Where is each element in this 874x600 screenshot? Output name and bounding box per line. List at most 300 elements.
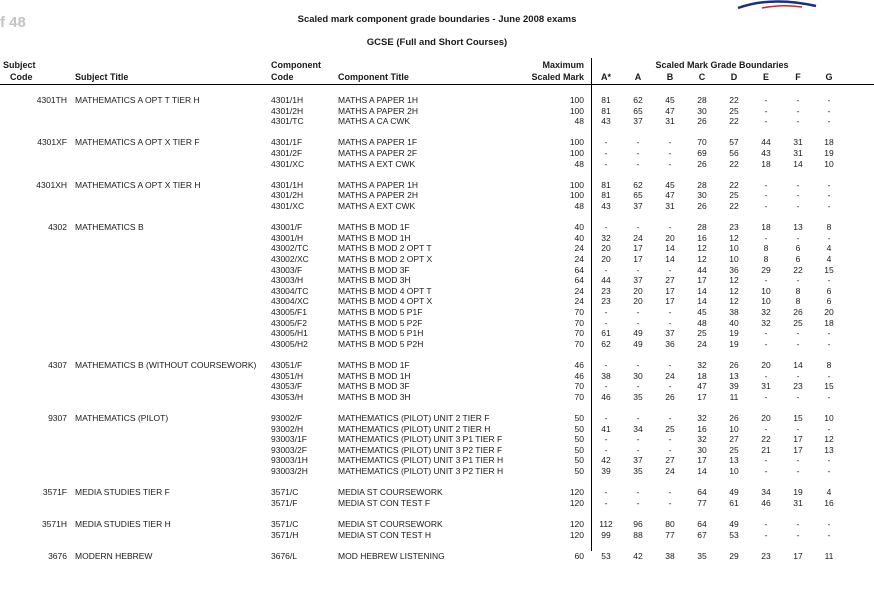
grade-boundary-cell: 10: [729, 243, 739, 254]
grade-boundary-cell: 14: [793, 158, 803, 169]
component-title-cell: MATHS A EXT CWK: [338, 201, 416, 211]
grade-boundary-cell: 45: [665, 95, 675, 105]
subject-title-cell: MEDIA STUDIES TIER H: [75, 519, 171, 529]
grade-boundary-cell: 14: [697, 466, 707, 476]
grade-boundary-cell: -: [796, 370, 800, 381]
grade-boundary-cell: 12: [824, 434, 834, 445]
max-scaled-mark-cell: 24: [574, 296, 584, 307]
grade-boundary-cell: -: [668, 264, 672, 275]
grade-boundary-cell: -: [764, 105, 768, 116]
component-code-cell: 4301/1F: [271, 137, 303, 148]
component-title-cell: MATHS B MOD 3H: [338, 275, 411, 286]
component-title-cell: MEDIA ST CON TEST F: [338, 497, 431, 508]
component-code-cell: 4301/XC: [271, 201, 305, 211]
grade-boundary-cell: 31: [665, 201, 675, 211]
grade-boundary-cell: 25: [729, 190, 739, 201]
grade-boundary-cell: 53: [729, 529, 739, 540]
grade-boundary-cell: 20: [633, 285, 643, 296]
grade-boundary-cell: 14: [697, 296, 707, 307]
grade-boundary-cell: 20: [601, 254, 611, 264]
component-code-cell: 43003/F: [271, 264, 303, 275]
grade-boundary-cell: -: [604, 148, 608, 158]
grade-boundary-cell: -: [827, 116, 831, 127]
grade-boundary-cell: 81: [601, 95, 611, 105]
grade-boundary-cell: 42: [601, 455, 611, 466]
grade-boundary-cell: -: [604, 264, 608, 275]
grade-boundary-cell: -: [827, 105, 831, 116]
grade-boundary-cell: -: [796, 519, 800, 529]
component-title-cell: MATHS A PAPER 2F: [338, 148, 418, 158]
header-grade: C: [698, 72, 706, 82]
grade-boundary-cell: 22: [761, 434, 771, 445]
grade-boundary-cell: 17: [697, 391, 707, 402]
grade-boundary-cell: 25: [729, 105, 739, 116]
grade-boundary-cell: 19: [793, 487, 803, 498]
grade-boundary-cell: 88: [633, 529, 643, 540]
grade-boundary-cell: -: [636, 444, 640, 455]
grade-boundary-cell: 37: [665, 328, 675, 339]
grade-boundary-cell: -: [796, 201, 800, 211]
grade-boundary-cell: 18: [761, 222, 771, 233]
grade-boundary-cell: 28: [697, 222, 707, 233]
grade-boundary-cell: 37: [633, 275, 643, 286]
grade-boundary-cell: 23: [601, 285, 611, 296]
grade-boundary-cell: -: [604, 307, 608, 317]
max-scaled-mark-cell: 24: [574, 254, 584, 264]
max-scaled-mark-cell: 46: [574, 370, 584, 381]
component-code-cell: 43005/H2: [271, 338, 308, 349]
component-code-cell: 43053/F: [271, 381, 303, 392]
grade-boundary-cell: 6: [826, 285, 832, 296]
grade-boundary-cell: -: [668, 434, 672, 445]
component-title-cell: MATHS A PAPER 2H: [338, 190, 418, 201]
grade-boundary-cell: 10: [729, 466, 739, 476]
component-code-cell: 3571/C: [271, 487, 299, 498]
grade-boundary-cell: 10: [824, 158, 834, 169]
grade-boundary-cell: 24: [665, 466, 675, 476]
grade-boundary-cell: 20: [601, 243, 611, 254]
grade-boundary-cell: 18: [824, 137, 834, 148]
grade-boundary-cell: 11: [729, 391, 739, 402]
grade-boundary-cell: 32: [697, 360, 707, 370]
grade-boundary-cell: 22: [729, 116, 739, 127]
grade-boundary-cell: 23: [601, 296, 611, 307]
component-title-cell: MATHS A PAPER 2H: [338, 105, 418, 116]
max-scaled-mark-cell: 24: [574, 285, 584, 296]
grade-boundary-cell: 4: [826, 487, 832, 498]
grade-boundary-cell: -: [827, 519, 831, 529]
grade-boundary-cell: 24: [633, 232, 643, 243]
header-grade: G: [825, 72, 833, 82]
grade-boundary-cell: 46: [601, 391, 611, 402]
grade-boundary-cell: 65: [633, 105, 643, 116]
grade-boundary-cell: 81: [601, 179, 611, 190]
grade-boundary-cell: -: [827, 179, 831, 190]
grade-boundary-cell: 32: [697, 413, 707, 423]
component-code-cell: 4301/TC: [271, 116, 304, 127]
grade-boundary-cell: 37: [633, 455, 643, 466]
grade-boundary-cell: 22: [729, 158, 739, 169]
grade-boundary-cell: 32: [601, 232, 611, 243]
grade-boundary-cell: 8: [795, 285, 801, 296]
grade-boundary-cell: 45: [697, 307, 707, 317]
max-scaled-mark-cell: 100: [569, 190, 584, 201]
max-scaled-mark-cell: 120: [569, 519, 584, 529]
grade-boundary-cell: -: [764, 338, 768, 349]
grade-boundary-cell: -: [764, 275, 768, 286]
grade-boundary-cell: 26: [697, 116, 707, 127]
header-subject-title: Subject Title: [75, 72, 129, 82]
max-scaled-mark-cell: 70: [574, 328, 584, 339]
grade-boundary-cell: -: [827, 95, 831, 105]
grade-boundary-cell: -: [604, 413, 608, 423]
component-title-cell: MATHS B MOD 4 OPT T: [338, 285, 432, 296]
component-title-cell: MATHS B MOD 1F: [338, 360, 410, 370]
grade-boundary-cell: -: [668, 148, 672, 158]
component-code-cell: 93003/2H: [271, 466, 308, 476]
component-code-cell: 4301/1H: [271, 179, 304, 190]
grade-boundary-cell: -: [764, 529, 768, 540]
grade-boundary-cell: -: [764, 179, 768, 190]
grade-boundary-cell: -: [636, 137, 640, 148]
component-code-cell: 4301/2H: [271, 105, 304, 116]
grade-boundary-cell: -: [636, 434, 640, 445]
subject-code-cell: 3676: [48, 550, 67, 561]
grade-boundary-cell: 6: [795, 243, 801, 254]
header-subject-code: Code: [10, 72, 33, 82]
grade-boundary-cell: 64: [697, 519, 707, 529]
grade-boundary-cell: 30: [633, 370, 643, 381]
grade-boundary-cell: 32: [761, 317, 771, 328]
grade-boundary-cell: 17: [633, 243, 643, 254]
max-scaled-mark-cell: 48: [574, 116, 584, 127]
component-code-cell: 93002/F: [271, 413, 303, 423]
grade-boundary-cell: -: [636, 381, 640, 392]
grade-boundary-cell: 18: [697, 370, 707, 381]
grade-boundary-cell: -: [668, 381, 672, 392]
header-component-title: Component Title: [338, 72, 409, 82]
component-title-cell: MATHS B MOD 2 OPT X: [338, 254, 433, 264]
document-subtitle: GCSE (Full and Short Courses): [366, 37, 508, 48]
grade-boundary-cell: -: [764, 95, 768, 105]
grade-boundary-cell: 62: [633, 179, 643, 190]
max-scaled-mark-cell: 70: [574, 391, 584, 402]
header-component-code: Code: [271, 72, 294, 82]
component-code-cell: 43003/H: [271, 275, 304, 286]
grade-boundary-cell: -: [636, 148, 640, 158]
grade-boundary-cell: -: [636, 307, 640, 317]
subject-code-cell: 4301XH: [36, 179, 67, 190]
max-scaled-mark-cell: 100: [569, 179, 584, 190]
component-title-cell: MATHS A PAPER 1H: [338, 179, 418, 190]
grade-boundary-cell: 25: [665, 423, 675, 434]
grade-boundary-cell: -: [604, 317, 608, 328]
grade-boundary-cell: 44: [697, 264, 707, 275]
grade-boundary-cell: 26: [729, 413, 739, 423]
grade-boundary-cell: 39: [729, 381, 739, 392]
grade-boundary-cell: 26: [697, 158, 707, 169]
component-code-cell: 3571/H: [271, 529, 299, 540]
grade-boundary-cell: 30: [697, 444, 707, 455]
grade-boundary-cell: -: [604, 497, 608, 508]
component-title-cell: MATHEMATICS (PILOT) UNIT 2 TIER H: [338, 423, 491, 434]
grade-boundary-cell: 32: [697, 434, 707, 445]
component-title-cell: MATHS A PAPER 1F: [338, 137, 418, 148]
page-number: f 48: [0, 14, 26, 31]
grade-boundary-cell: -: [827, 338, 831, 349]
grade-boundary-cell: 27: [665, 455, 675, 466]
component-code-cell: 43051/H: [271, 370, 304, 381]
header-grade: D: [730, 72, 738, 82]
grade-boundary-cell: 44: [601, 275, 611, 286]
component-title-cell: MATHS B MOD 3F: [338, 264, 410, 275]
component-title-cell: MATHS B MOD 3H: [338, 391, 411, 402]
grade-boundary-cell: -: [604, 381, 608, 392]
grade-boundary-cell: 37: [633, 116, 643, 127]
component-title-cell: MATHS A PAPER 1H: [338, 95, 418, 105]
max-scaled-mark-cell: 50: [574, 466, 584, 476]
grade-boundary-cell: 80: [665, 519, 675, 529]
grade-boundary-cell: 81: [601, 105, 611, 116]
grade-boundary-cell: -: [827, 275, 831, 286]
grade-boundary-cell: 17: [793, 550, 803, 561]
max-scaled-mark-cell: 70: [574, 338, 584, 349]
component-code-cell: 43002/TC: [271, 243, 309, 254]
grade-boundary-cell: 46: [761, 497, 771, 508]
grade-boundary-cell: 10: [761, 296, 771, 307]
grade-boundary-cell: 31: [793, 137, 803, 148]
component-title-cell: MATHS A CA CWK: [338, 116, 411, 127]
grade-boundary-cell: 12: [729, 232, 739, 243]
max-scaled-mark-cell: 48: [574, 201, 584, 211]
grade-boundary-cell: 22: [729, 201, 739, 211]
max-scaled-mark-cell: 100: [569, 95, 584, 105]
subject-title-cell: MODERN HEBREW: [75, 550, 153, 561]
grade-boundary-cell: 27: [665, 275, 675, 286]
grade-boundary-cell: -: [668, 137, 672, 148]
subject-title-cell: MATHEMATICS A OPT T TIER H: [75, 95, 200, 105]
grade-boundary-cell: -: [827, 391, 831, 402]
max-scaled-mark-cell: 24: [574, 243, 584, 254]
subject-title-cell: MATHEMATICS B (WITHOUT COURSEWORK): [75, 360, 257, 370]
grade-boundary-cell: 17: [633, 254, 643, 264]
grade-boundary-cell: 29: [729, 550, 739, 561]
grade-boundary-cell: 43: [601, 201, 611, 211]
subject-code-cell: 9307: [48, 413, 67, 423]
grade-boundary-cell: 56: [729, 148, 739, 158]
grade-boundary-cell: -: [827, 201, 831, 211]
component-code-cell: 43001/H: [271, 232, 304, 243]
grade-boundary-cell: -: [636, 222, 640, 233]
grade-boundary-cell: 16: [697, 423, 707, 434]
grade-boundary-cell: 13: [729, 455, 739, 466]
component-title-cell: MATHEMATICS (PILOT) UNIT 3 P2 TIER F: [338, 444, 503, 455]
grade-boundary-cell: -: [764, 519, 768, 529]
grade-boundary-cell: 64: [697, 487, 707, 498]
grade-boundary-cell: 14: [793, 360, 803, 370]
grade-boundary-cell: 38: [601, 370, 611, 381]
grade-boundary-cell: -: [827, 529, 831, 540]
component-code-cell: 93002/H: [271, 423, 304, 434]
grade-boundary-cell: -: [796, 466, 800, 476]
grade-boundary-cell: 38: [665, 550, 675, 561]
component-code-cell: 3571/F: [271, 497, 298, 508]
grade-boundary-cell: 10: [761, 285, 771, 296]
max-scaled-mark-cell: 50: [574, 455, 584, 466]
component-code-cell: 43053/H: [271, 391, 304, 402]
grade-boundary-cell: -: [796, 328, 800, 339]
grade-boundary-cell: -: [827, 190, 831, 201]
grade-boundary-cell: 27: [729, 434, 739, 445]
header-subject-line1: Subject: [3, 60, 36, 70]
grade-boundary-cell: -: [636, 487, 640, 498]
grade-boundary-cell: 17: [697, 455, 707, 466]
component-title-cell: MATHEMATICS (PILOT) UNIT 3 P2 TIER H: [338, 466, 504, 476]
grade-boundary-cell: 41: [601, 423, 611, 434]
grade-boundary-cell: 47: [665, 105, 675, 116]
grade-boundary-cell: -: [764, 190, 768, 201]
grade-boundary-cell: 20: [633, 296, 643, 307]
grade-boundary-cell: -: [827, 423, 831, 434]
grade-boundary-cell: 35: [697, 550, 707, 561]
grade-boundary-cell: -: [796, 179, 800, 190]
header-grade: B: [666, 72, 674, 82]
grade-boundary-cell: -: [604, 137, 608, 148]
max-scaled-mark-cell: 46: [574, 360, 584, 370]
component-code-cell: 43001/F: [271, 222, 303, 233]
grade-boundary-cell: 4: [826, 243, 832, 254]
grade-boundary-cell: 28: [697, 179, 707, 190]
grade-boundary-cell: -: [668, 222, 672, 233]
grade-boundary-cell: 23: [793, 381, 803, 392]
component-title-cell: MATHS B MOD 1H: [338, 232, 411, 243]
grade-boundary-cell: -: [636, 413, 640, 423]
grade-boundary-cell: 4: [826, 254, 832, 264]
max-scaled-mark-cell: 70: [574, 381, 584, 392]
grade-boundary-cell: -: [668, 487, 672, 498]
grade-boundary-cell: 13: [729, 370, 739, 381]
subject-code-cell: 4307: [48, 360, 67, 370]
grade-boundary-cell: 25: [697, 328, 707, 339]
component-title-cell: MATHS B MOD 5 P1F: [338, 307, 423, 317]
component-title-cell: MATHS B MOD 5 P1H: [338, 328, 424, 339]
header-grade: F: [795, 72, 801, 82]
max-scaled-mark-cell: 120: [569, 529, 584, 540]
max-scaled-mark-cell: 70: [574, 317, 584, 328]
grade-boundary-cell: 20: [761, 413, 771, 423]
grade-boundary-cell: -: [764, 116, 768, 127]
grade-boundary-cell: 61: [601, 328, 611, 339]
grade-boundary-cell: 13: [824, 444, 834, 455]
document-title: Scaled mark component grade boundaries - June 2008 exams: [297, 14, 577, 25]
grade-boundary-cell: -: [796, 190, 800, 201]
max-scaled-mark-cell: 120: [569, 497, 584, 508]
grade-boundary-cell: -: [636, 264, 640, 275]
component-title-cell: MEDIA ST COURSEWORK: [338, 487, 443, 498]
grade-boundary-cell: -: [796, 116, 800, 127]
grade-boundary-cell: 17: [697, 275, 707, 286]
grade-boundary-cell: 36: [729, 264, 739, 275]
grade-boundary-cell: 49: [729, 519, 739, 529]
grade-boundary-cell: -: [764, 232, 768, 243]
grade-boundary-cell: 30: [697, 190, 707, 201]
header-component-line1: Component: [271, 60, 321, 70]
grade-boundary-cell: 77: [665, 529, 675, 540]
grade-boundary-cell: -: [764, 423, 768, 434]
grade-boundary-cell: 12: [697, 243, 707, 254]
grade-boundary-cell: -: [827, 455, 831, 466]
grade-boundary-cell: 20: [665, 232, 675, 243]
subject-code-cell: 3571F: [42, 487, 67, 498]
grade-boundary-cell: 99: [601, 529, 611, 540]
max-scaled-mark-cell: 48: [574, 158, 584, 169]
grade-boundary-cell: 23: [729, 222, 739, 233]
grade-boundary-cell: 14: [665, 254, 675, 264]
grade-boundary-cell: -: [764, 466, 768, 476]
grade-boundary-cell: -: [668, 497, 672, 508]
grade-boundary-cell: 22: [729, 95, 739, 105]
grade-boundary-cell: 47: [665, 190, 675, 201]
header-grade: A: [634, 72, 642, 82]
grade-boundary-cell: 47: [697, 381, 707, 392]
grade-boundary-cell: -: [796, 338, 800, 349]
component-code-cell: 93003/1H: [271, 455, 308, 466]
grade-boundary-cell: 62: [601, 338, 611, 349]
grade-boundary-cell: 8: [826, 222, 832, 233]
grade-boundary-cell: -: [636, 497, 640, 508]
grade-boundary-cell: 31: [665, 116, 675, 127]
grade-boundary-cell: 31: [793, 497, 803, 508]
header-divider: [0, 84, 874, 85]
max-scaled-mark-cell: 40: [574, 222, 584, 233]
component-code-cell: 43005/F2: [271, 317, 307, 328]
grade-boundary-cell: 42: [633, 550, 643, 561]
grade-boundary-cell: -: [796, 275, 800, 286]
grade-boundary-cell: 48: [697, 317, 707, 328]
grade-boundary-cell: -: [764, 391, 768, 402]
grade-boundary-cell: -: [796, 529, 800, 540]
grade-boundary-cell: -: [668, 413, 672, 423]
aqa-logo: [732, 0, 822, 14]
grade-boundary-cell: 35: [633, 466, 643, 476]
grade-boundary-cell: 77: [697, 497, 707, 508]
max-scaled-mark-cell: 64: [574, 275, 584, 286]
grade-boundary-cell: -: [796, 232, 800, 243]
grade-boundary-cell: 12: [729, 296, 739, 307]
grade-boundary-cell: 61: [729, 497, 739, 508]
grade-boundary-cell: 112: [599, 519, 613, 529]
subject-code-cell: 4302: [48, 222, 67, 233]
grade-boundary-cell: 17: [793, 444, 803, 455]
component-code-cell: 93003/1F: [271, 434, 307, 445]
grade-boundary-cell: -: [668, 307, 672, 317]
subject-title-cell: MATHEMATICS A OPT X TIER H: [75, 179, 201, 190]
grade-boundary-cell: 30: [697, 105, 707, 116]
grade-boundary-cell: 35: [633, 391, 643, 402]
max-scaled-mark-cell: 60: [574, 550, 584, 561]
grade-boundary-cell: -: [827, 370, 831, 381]
header-grade: A*: [600, 72, 611, 82]
grade-boundary-cell: -: [604, 444, 608, 455]
subject-code-cell: 4301XF: [37, 137, 67, 148]
component-code-cell: 43004/TC: [271, 285, 309, 296]
column-divider: [591, 58, 592, 551]
grade-boundary-cell: 6: [826, 296, 832, 307]
grade-boundary-cell: -: [796, 423, 800, 434]
grade-boundary-cell: 26: [793, 307, 803, 317]
grade-boundary-cell: 49: [633, 328, 643, 339]
component-code-cell: 4301/2H: [271, 190, 304, 201]
